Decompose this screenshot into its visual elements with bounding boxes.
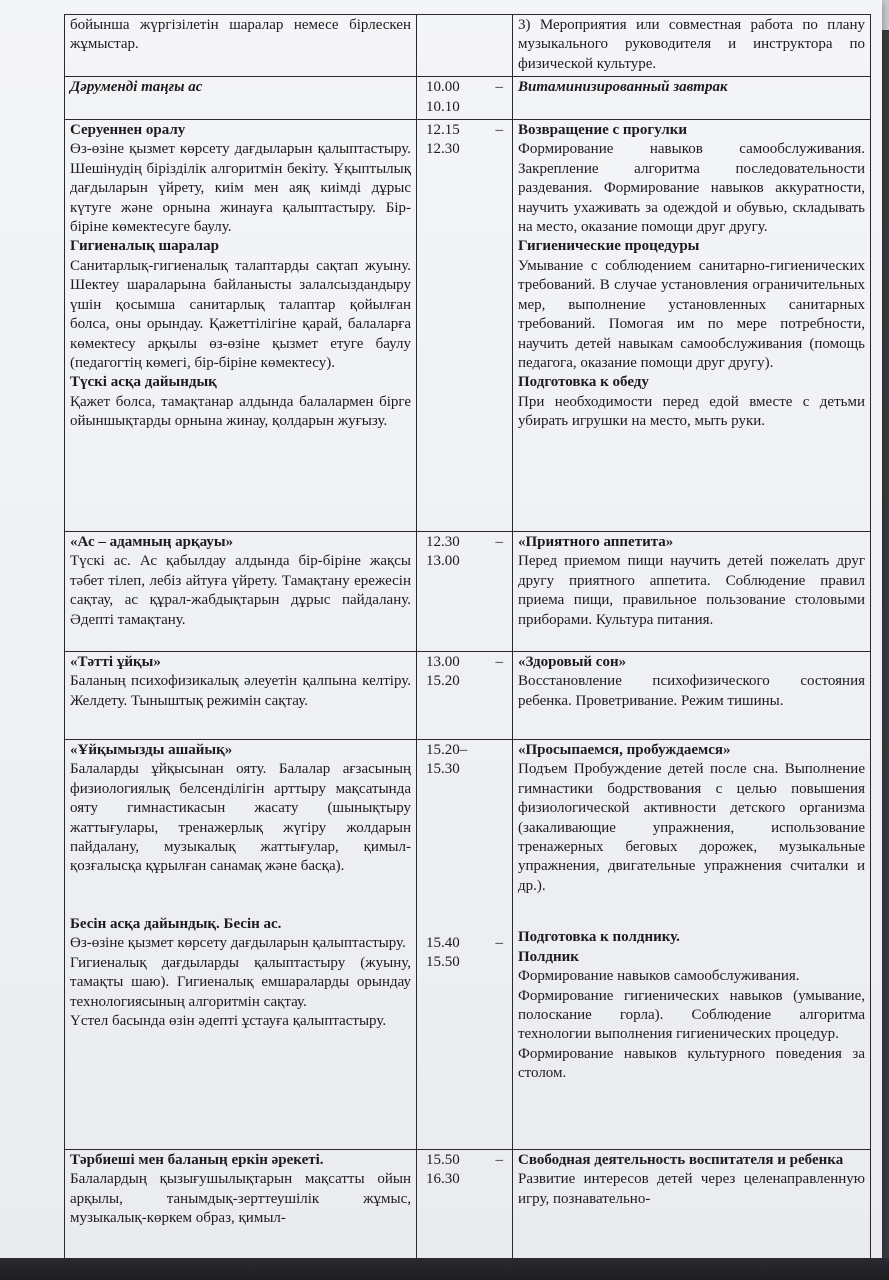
time-cell [417,77,513,120]
russian-text-heading: «Приятного аппетита» [518,534,674,551]
time-start: 12.15 – [422,121,507,140]
time-cell [417,15,513,77]
time-cell [417,652,513,740]
kazakh-text-paragraph: Санитарлық-гигиеналық талаптарды сақтап жуыну. Шектеу шараларына байланысты залалсыздандыру үшін қосымша санитарлық талаптар қойылған болса, оны орындау. Қажеттілігіне қарай, балаларға көмектесу арқылы өз-өзіне қызмет етуге баулу (педагогтің көмегі, бір-біріне көмектесу). [70,257,411,371]
russian-text-heading: «Просыпаемся, пробуждаемся» [518,742,731,759]
time-dash: – [495,79,503,96]
russian-text-paragraph: Формирование навыков культурного поведения за столом. [518,1045,865,1082]
time-dash: – [495,122,503,139]
time-range [422,741,507,780]
time-range [422,533,507,572]
time-end: 15.20 [426,673,460,690]
kazakh-text-paragraph: Үстел басында өзін әдепті ұстауға қалыптастыру. [70,1012,387,1029]
kazakh-text-cell [65,120,417,532]
time-range [422,1151,507,1190]
kazakh-text-paragraph: бойынша жүргізілетін шаралар немесе бірлескен жұмыстар. [70,17,411,53]
time-start: 13.00 – [422,653,507,672]
time-range [422,934,507,973]
kazakh-text-paragraph: Гигиеналық дағдыларды қалыптастыру (жуыну, тамақты шаю). Гигиеналық емшараларды орындау технологиясының алгоритмін сақтау. [70,954,411,1010]
russian-text-heading: Витаминизированный завтрак [518,79,728,96]
time-end: 12.30 [426,141,460,158]
schedule-row [65,120,871,532]
russian-text-cell [513,740,871,1150]
russian-text-cell [513,15,871,77]
spacer [518,896,865,928]
russian-text-paragraph: Умывание с соблюдением санитарно-гигиенических требований. В случае установления ограничительных мер, выполнение установленных санитарных требований. Помогая им по мере потребности, научить детей навыкам самообслуживания (помощь педагога, оказание помощи друг другу). [518,257,865,371]
russian-text-paragraph: Подъем Пробуждение детей после сна. Выполнение гимнастики бодрствования с целью повышения физиологической активности детского организма (закаливающие упражнения, использование тренажерных беговых дорожек, музыкальные упражнения, двигательные упражнения считалки и др.). [518,761,865,894]
time-dash: – [495,1152,503,1169]
kazakh-text-heading: «Тәтті ұйқы» [70,654,161,671]
time-dash: – [495,654,503,671]
russian-text-cell [513,120,871,532]
russian-text-heading: Свободная деятельность воспитателя и ребенка [518,1152,844,1169]
russian-text-heading: Полдник [518,948,579,965]
kazakh-text-heading: Дәрумендi таңғы ас [70,79,203,96]
russian-text-heading: Подготовка к полднику. [518,929,680,946]
kazakh-text-heading: Түскі асқа дайындық [70,374,217,391]
kazakh-text-heading: Тәрбиеші мен баланың еркін әрекеті. [70,1152,324,1169]
kazakh-text-cell [65,532,417,652]
schedule-row [65,740,871,1150]
kazakh-text-paragraph: Балалардың қызығушылықтарын мақсатты ойын арқылы, танымдық-зерттеушілік жұмыс, музыкалық-көркем образ, қимыл- [70,1171,411,1227]
schedule-row [65,532,871,652]
kazakh-text-heading: Гигиеналық шаралар [70,238,219,255]
time-cell [417,1150,513,1270]
kazakh-text-paragraph: Өз-өзіне қызмет көрсету дағдыларын қалыптастыру. Шешінудің біріздiлiк алгоритмін бекіту. Ұқыптылық дағдыларын үйрету, киім мен аяқ киімді дұрыс күтуге және орнына жинауға қалыптастыру. Бір-біріне көмектесуге баулу. [70,141,411,236]
schedule-row [65,15,871,77]
kazakh-text-paragraph: Өз-өзіне қызмет көрсету дағдыларын қалыптастыру. [70,935,406,952]
kazakh-text-paragraph: Балаларды ұйқысынан ояту. Балалар ағзасының физиологиялық белсенділігін арттыру мақсатында ояту гимнастикасын жасату (шынықтыру жаттығулары, тренажерлық жүгіру жолдарын пайдалану, музыкалық жаттығулар, қимыл-қозғалысқа құрылған санамақ және басқа). [70,761,411,875]
russian-text-paragraph: 3) Мероприятия или совместная работа по плану музыкального руководителя и инструктора по физической культуре. [518,17,865,72]
time-start: 10.00 – [422,78,507,97]
time-cell [417,740,513,1150]
kazakh-text-paragraph: Баланың психофизикалық әлеуетін қалпына келтіру. Желдету. Тыныштық режимін сақтау. [70,673,411,709]
russian-text-paragraph: Восстановление психофизического состояния ребенка. Проветривание. Режим тишины. [518,673,865,709]
russian-text-paragraph: Формирование гигиенических навыков (умывание, полоскание горла). Соблюдение алгоритма технологии выполнения гигиенических процедур. [518,987,865,1043]
desk-background-bottom [0,1258,889,1280]
time-start: 12.30 – [422,533,507,552]
russian-text-cell [513,652,871,740]
time-end: 15.50 [426,954,460,971]
kazakh-text-paragraph: Қажет болса, тамақтанар алдында балалармен бірге ойыншықтарды орнына жинау, қолдарын жуғызу. [70,393,411,430]
time-cell [417,120,513,532]
russian-text-paragraph: Формирование навыков самообслуживания. Закрепление алгоритма последовательности раздевания. Формирование навыков аккуратности, научить ухаживать за одеждой и обувью, складывать на место, оказание помощи друг другу. [518,141,865,236]
time-dash: – [495,534,503,551]
russian-text-paragraph: При необходимости перед едой вместе с детьми убирать игрушки на место, мыть руки. [518,393,865,430]
time-cell [417,532,513,652]
kazakh-text-heading: «Ұйқымызды ашайық» [70,742,233,759]
russian-text-paragraph: Развитие интересов детей через целенаправленную игру, познавательно- [518,1171,865,1207]
schedule-table-body [65,15,871,1270]
time-range [422,78,507,117]
russian-text-heading: «Здоровый сон» [518,654,627,671]
time-start: 15.50 – [422,1151,507,1170]
daily-schedule-table [64,14,871,1270]
time-end: 10.10 [426,98,460,115]
schedule-row [65,1150,871,1270]
time-dash: – [495,934,503,951]
time-range [422,653,507,692]
kazakh-text-cell [65,740,417,1150]
kazakh-text-cell [65,77,417,120]
russian-text-cell [513,77,871,120]
schedule-row [65,652,871,740]
spacer [70,877,411,915]
kazakh-text-heading: Бесін асқа дайындық. Бесін ас. [70,915,282,932]
kazakh-text-heading: Серуеннен оралу [70,122,186,139]
time-end: 16.30 [426,1171,460,1188]
kazakh-text-cell [65,15,417,77]
russian-text-cell [513,532,871,652]
time-end: 15.30 [426,761,460,778]
russian-text-heading: Возвращение с прогулки [518,122,688,139]
time-range [422,121,507,160]
russian-text-paragraph: Формирование навыков самообслуживания. [518,968,800,985]
kazakh-text-paragraph: Түскі ас. Ас қабылдау алдында бір-біріне жақсы тәбет тілеп, лебіз айтуға үйрету. Тамақтану ережесін сақтау, ас құрал-жабдықтарын дұрыс пайдалану. Әдепті тамақтану. [70,553,411,628]
russian-text-heading: Подготовка к обеду [518,374,649,391]
time-start: 15.40 – [422,934,507,953]
russian-text-heading: Гигиенические процедуры [518,238,700,255]
time-end: 13.00 [426,553,460,570]
schedule-row [65,77,871,120]
russian-text-cell [513,1150,871,1270]
kazakh-text-heading: «Ас – адамның арқауы» [70,534,234,551]
time-start: 15.20– [426,742,468,759]
russian-text-paragraph: Перед приемом пищи научить детей пожелать друг другу приятного аппетита. Соблюдение правил приема пищи, правильное пользование столовыми приборами. Культура питания. [518,553,865,628]
kazakh-text-cell [65,1150,417,1270]
kazakh-text-cell [65,652,417,740]
